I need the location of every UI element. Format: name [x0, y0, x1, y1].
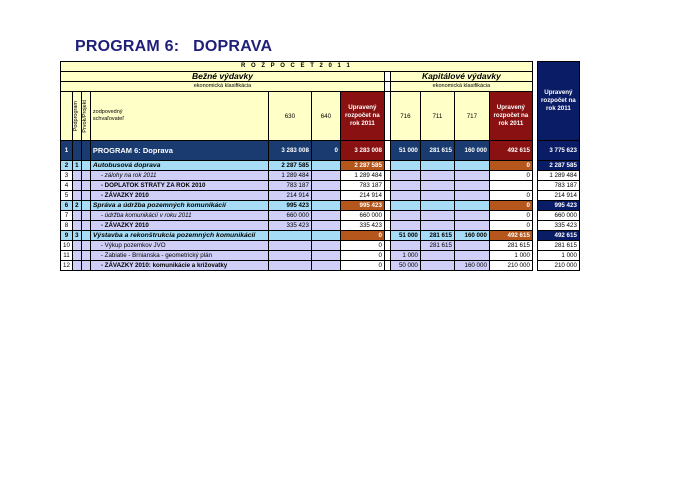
value-630: 335 423: [268, 221, 311, 231]
value-upraveny-bezne: 0: [340, 261, 384, 271]
value-upraveny-total: 210 000: [537, 261, 579, 271]
value-630: 660 000: [268, 211, 311, 221]
podprogram-cell: [72, 171, 81, 181]
row-number: 9: [61, 231, 73, 241]
value-717: 160 000: [454, 231, 489, 241]
value-716: [390, 221, 420, 231]
value-716: 1 000: [390, 251, 420, 261]
value-716: 51 000: [390, 231, 420, 241]
value-630: 3 283 008: [268, 141, 311, 161]
item-name: - ZÁVAZKY 2010: [90, 191, 268, 201]
projekt-cell: [81, 221, 90, 231]
table-row: [61, 261, 580, 271]
value-716: [390, 241, 420, 251]
table-row: [61, 251, 580, 261]
row-number: 7: [61, 211, 73, 221]
table-row: [61, 161, 580, 171]
item-name: PROGRAM 6: Doprava: [90, 141, 268, 161]
bezne-vydavky-header: Bežné výdavky: [61, 72, 385, 82]
value-upraveny-total: 995 423: [537, 201, 579, 211]
value-717: [454, 211, 489, 221]
value-717: [454, 181, 489, 191]
value-upraveny-kapital: 281 615: [489, 241, 532, 251]
value-711: 281 615: [420, 231, 454, 241]
expense-type-row: [61, 72, 580, 82]
podprogram-cell: 2: [72, 201, 81, 211]
upraveny-kapital-header: Upravený rozpočet na rok 2011: [489, 92, 532, 141]
value-716: [390, 191, 420, 201]
value-640: [311, 171, 340, 181]
row-number: 1: [61, 141, 73, 161]
value-717: 160 000: [454, 261, 489, 271]
projekt-cell: [81, 231, 90, 241]
value-711: 281 615: [420, 241, 454, 251]
podprogram-cell: [72, 261, 81, 271]
value-upraveny-bezne: 2 287 585: [340, 161, 384, 171]
value-716: [390, 171, 420, 181]
value-upraveny-kapital: 0: [489, 211, 532, 221]
schvalovatel-header: schvaľovateľ: [92, 116, 124, 122]
row-number: 4: [61, 181, 73, 191]
col-717-header: 717: [454, 92, 489, 141]
item-name: Správa a údržba pozemných komunikácií: [90, 201, 268, 211]
upraveny-bezne-header: Upravený rozpočet na rok 2011: [340, 92, 384, 141]
value-717: [454, 191, 489, 201]
value-upraveny-total: 281 615: [537, 241, 579, 251]
item-name: - ZÁVAZKY 2010: [90, 221, 268, 231]
value-711: [420, 171, 454, 181]
value-upraveny-kapital: [489, 181, 532, 191]
value-630: 783 187: [268, 181, 311, 191]
value-716: [390, 181, 420, 191]
zodpovedny-header: zodpovedný: [92, 109, 123, 115]
row-number: 10: [61, 241, 73, 251]
projekt-cell: [81, 201, 90, 211]
value-upraveny-kapital: 1 000: [489, 251, 532, 261]
projekt-cell: [81, 181, 90, 191]
value-717: [454, 221, 489, 231]
value-upraveny-kapital: 0: [489, 201, 532, 211]
value-upraveny-total: 1 000: [537, 251, 579, 261]
value-717: [454, 241, 489, 251]
projekt-cell: [81, 261, 90, 271]
podprogram-cell: [72, 141, 81, 161]
total-budget-header: Upravený rozpočet na rok 2011: [537, 62, 579, 141]
row-number: 6: [61, 201, 73, 211]
classification-row: [61, 82, 580, 92]
table-row: [61, 241, 580, 251]
value-upraveny-total: 1 289 484: [537, 171, 579, 181]
col-640-header: 640: [311, 92, 340, 141]
item-name: - údržba komunikácií v roku 2011: [90, 211, 268, 221]
value-716: [390, 201, 420, 211]
item-name: - ZÁVAZKY 2010: komunikácie a križovatky: [90, 261, 268, 271]
item-name: - Výkup pozemkov JVO: [90, 241, 268, 251]
value-711: [420, 221, 454, 231]
value-717: [454, 161, 489, 171]
row-number: 8: [61, 221, 73, 231]
podprogram-cell: [72, 241, 81, 251]
value-upraveny-total: 660 000: [537, 211, 579, 221]
value-upraveny-bezne: 3 283 008: [340, 141, 384, 161]
value-711: [420, 251, 454, 261]
value-upraveny-kapital: 0: [489, 191, 532, 201]
value-711: [420, 161, 454, 171]
value-711: 281 615: [420, 141, 454, 161]
row-number: 2: [61, 161, 73, 171]
row-number: 12: [61, 261, 73, 271]
value-630: [268, 261, 311, 271]
row-number: 3: [61, 171, 73, 181]
value-630: [268, 241, 311, 251]
podprogram-cell: [72, 191, 81, 201]
value-716: 50 000: [390, 261, 420, 271]
value-640: [311, 211, 340, 221]
table-row: [61, 201, 580, 211]
table-row: [61, 231, 580, 241]
value-upraveny-bezne: 0: [340, 231, 384, 241]
value-upraveny-bezne: 0: [340, 241, 384, 251]
value-640: 0: [311, 141, 340, 161]
podprogram-cell: [72, 211, 81, 221]
column-header-row: [61, 92, 580, 141]
value-upraveny-kapital: 492 615: [489, 141, 532, 161]
value-640: [311, 251, 340, 261]
value-717: [454, 171, 489, 181]
value-716: [390, 211, 420, 221]
value-630: [268, 251, 311, 261]
value-630: 214 914: [268, 191, 311, 201]
budget-table: [60, 61, 580, 271]
value-640: [311, 161, 340, 171]
podprogram-cell: [72, 181, 81, 191]
value-upraveny-total: 783 187: [537, 181, 579, 191]
value-upraveny-bezne: 1 289 484: [340, 171, 384, 181]
value-upraveny-bezne: 0: [340, 251, 384, 261]
ek-klasifikacia-bezne: ekonomická klasifikácia: [61, 82, 385, 92]
rozpocet-label: R O Z P O Č E T 2 0 1 1: [61, 62, 533, 72]
projekt-cell: [81, 171, 90, 181]
value-640: [311, 181, 340, 191]
podprogram-cell: 3: [72, 231, 81, 241]
value-upraveny-bezne: 335 423: [340, 221, 384, 231]
projekt-cell: [81, 251, 90, 261]
value-711: [420, 191, 454, 201]
page-title: PROGRAM 6: DOPRAVA: [75, 38, 273, 55]
value-717: [454, 201, 489, 211]
value-630: [268, 231, 311, 241]
item-name: - zálohy na rok 2011: [90, 171, 268, 181]
value-716: 51 000: [390, 141, 420, 161]
value-630: 2 287 585: [268, 161, 311, 171]
row-number: 5: [61, 191, 73, 201]
table-row: [61, 181, 580, 191]
table-row: [61, 191, 580, 201]
value-upraveny-bezne: 660 000: [340, 211, 384, 221]
value-upraveny-kapital: 0: [489, 221, 532, 231]
value-717: 160 000: [454, 141, 489, 161]
item-name: Výstavba a rekonštrukcia pozemných komunikácií: [90, 231, 268, 241]
value-711: [420, 201, 454, 211]
podprogram-cell: 1: [72, 161, 81, 171]
value-upraveny-bezne: 214 914: [340, 191, 384, 201]
value-upraveny-kapital: 0: [489, 171, 532, 181]
item-name: - DOPLATOK STRATY ZA ROK 2010: [90, 181, 268, 191]
item-name: - Zabiatie - Brnianska - geometrický plán: [90, 251, 268, 261]
podprogram-cell: [72, 221, 81, 231]
podprogram-header: Podprogram: [72, 100, 79, 132]
value-upraveny-bezne: 995 423: [340, 201, 384, 211]
projekt-cell: [81, 241, 90, 251]
value-upraveny-total: 492 615: [537, 231, 579, 241]
value-630: 1 289 484: [268, 171, 311, 181]
table-row: [61, 171, 580, 181]
value-716: [390, 161, 420, 171]
value-640: [311, 221, 340, 231]
value-upraveny-kapital: 210 000: [489, 261, 532, 271]
value-640: [311, 231, 340, 241]
value-640: [311, 201, 340, 211]
podprogram-cell: [72, 251, 81, 261]
table-row: [61, 221, 580, 231]
value-640: [311, 191, 340, 201]
projekt-cell: [81, 161, 90, 171]
row-number: 11: [61, 251, 73, 261]
col-630-header: 630: [268, 92, 311, 141]
value-upraveny-total: 2 287 585: [537, 161, 579, 171]
col-716-header: 716: [390, 92, 420, 141]
value-630: 995 423: [268, 201, 311, 211]
ek-klasifikacia-kapitalove: ekonomická klasifikácia: [390, 82, 532, 92]
projekt-cell: [81, 191, 90, 201]
projekt-cell: [81, 141, 90, 161]
value-upraveny-kapital: 0: [489, 161, 532, 171]
value-upraveny-kapital: 492 615: [489, 231, 532, 241]
value-640: [311, 261, 340, 271]
value-upraveny-total: 214 914: [537, 191, 579, 201]
rozpocet-header-row: [61, 62, 580, 72]
value-711: [420, 261, 454, 271]
value-upraveny-bezne: 783 187: [340, 181, 384, 191]
projekt-header: Prvok/Projekt: [81, 99, 88, 133]
value-640: [311, 241, 340, 251]
table-row: [61, 141, 580, 161]
value-717: [454, 251, 489, 261]
projekt-cell: [81, 211, 90, 221]
value-upraveny-total: 335 423: [537, 221, 579, 231]
item-name: Autobusová doprava: [90, 161, 268, 171]
table-row: [61, 211, 580, 221]
value-upraveny-total: 3 775 623: [537, 141, 579, 161]
col-711-header: 711: [420, 92, 454, 141]
kapitalove-vydavky-header: Kapitálové výdavky: [390, 72, 532, 82]
value-711: [420, 211, 454, 221]
value-711: [420, 181, 454, 191]
